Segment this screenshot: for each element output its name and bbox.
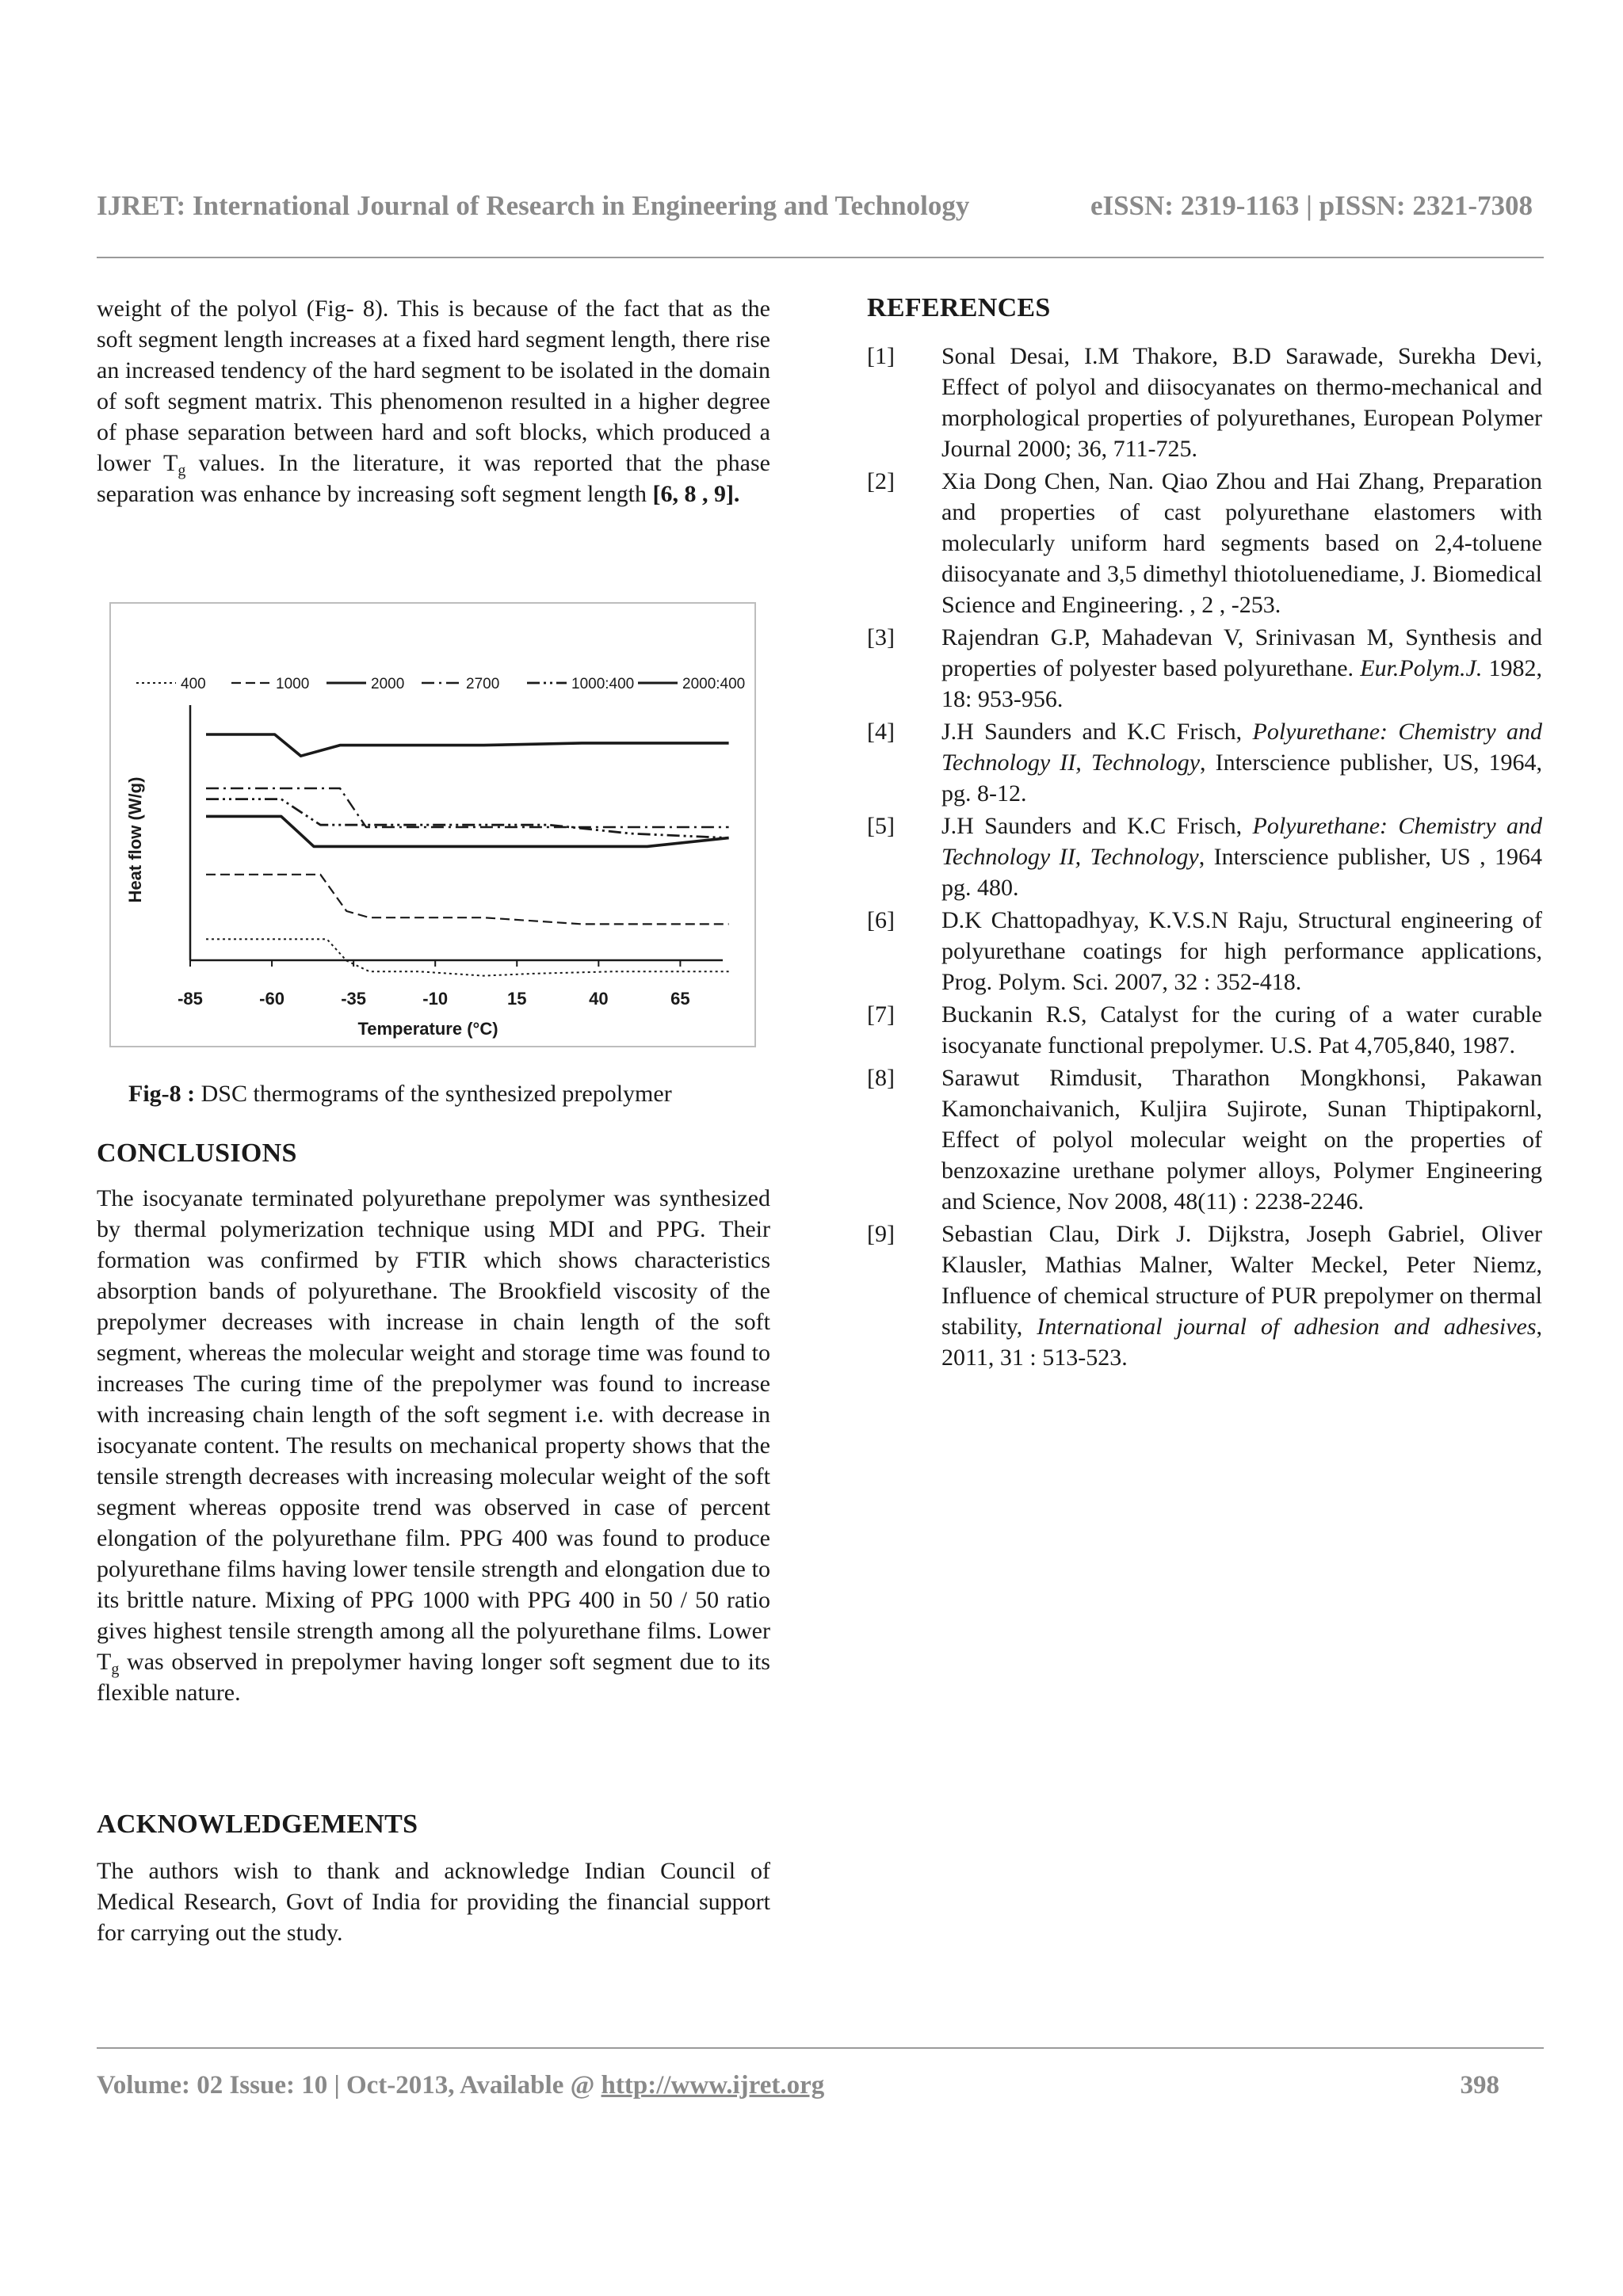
x-tick-label: -10: [422, 989, 449, 1009]
reference-item: [1] Sonal Desai, I.M Thakore, B.D Sarawade, Surekha Devi, Effect of polyol and diisocyanates on thermo-mechanical and morphological properties of polyurethanes, European Polymer Journal 2000; 36, 711-725.: [867, 341, 1542, 464]
conclusions-paragraph: The isocyanate terminated polyurethane prepolymer was synthesized by thermal polymerization technique using MDI and PPG. Their formation was confirmed by FTIR which shows characteristics absorption bands of polyurethane. The Brookfield viscosity of the prepolymer decreases with increase in chain length of the soft segment, whereas the molecular weight and storage time was found to increases The curing time of the prepolymer was found to increase with increasing chain length of the soft segment i.e. with decrease in isocyanate content. The results on mechanical property shows that the tensile strength decreases with increasing molecular weight of the soft segment whereas opposite trend was observed in case of percent elongation of the polyurethane film. PPG 400 was found to produce polyurethane films having lower tensile strength and elongation due to its brittle nature. Mixing of PPG 1000 with PPG 400 in 50 / 50 ratio gives highest tensile strength among all the polyurethane films. Lower $T_g$ was observed in prepolymer having longer soft segment due to its flexible nature.: [97, 1185, 770, 1706]
y-axis-label: Heat flow (W/g): [125, 776, 145, 903]
reference-number: [4]: [867, 719, 895, 745]
citation: [6, 8 , 9].: [652, 481, 740, 507]
acknowledgements-paragraph: The authors wish to thank and acknowledge Indian Council of Medical Research, Govt of India for providing the financial support for carrying out the study.: [97, 1858, 770, 1946]
series-line-2000: [206, 734, 729, 756]
references-heading: REFERENCES: [867, 293, 1051, 322]
references-section: [867, 293, 1542, 1375]
reference-number: [5]: [867, 813, 895, 839]
acknowledgements-heading: ACKNOWLEDGEMENTS: [97, 1810, 418, 1839]
page-number: 398: [1460, 2071, 1499, 2100]
series-line-1000: [206, 875, 729, 925]
header-rule: [97, 257, 1544, 258]
footer-rule: [97, 2047, 1544, 2049]
conclusions-section: [97, 1138, 770, 1708]
intro-paragraph: weight of the polyol (Fig- 8). This is because of the fact that as the soft segment length increases at a fixed hard segment length, there rise an increased tendency of the hard segment to be isolated in the domain of soft segment matrix. This phenomenon resulted in a higher degree of phase separation between hard and soft blocks, which produced a lower $T_g$ values. In the literature, it was reported that the phase separation was enhance by increasing soft segment length [6, 8 , 9].: [97, 296, 770, 507]
x-tick-label: 15: [507, 989, 527, 1009]
legend-label: 2700: [466, 676, 500, 692]
legend-label: 2000:400: [682, 676, 746, 692]
reference-number: [6]: [867, 907, 895, 933]
figure-caption: Fig-8 : DSC thermograms of the synthesized prepolymer: [128, 1081, 672, 1107]
figure-dsc-thermograms: [109, 602, 756, 1047]
x-tick-label: -85: [178, 989, 203, 1009]
reference-item: [5] J.H Saunders and K.C Frisch, Polyurethane: Chemistry and Technology II, Technology, Interscience publisher, US , 1964 pg. 480.: [867, 810, 1542, 903]
reference-item: [4] J.H Saunders and K.C Frisch, Polyurethane: Chemistry and Technology II, Technology, Interscience publisher, US, 1964, pg. 8-12.: [867, 716, 1542, 809]
reference-item: [9] Sebastian Clau, Dirk J. Dijkstra, Joseph Gabriel, Oliver Klausler, Mathias Malner, Walter Meckel, Peter Niemz, Influence of chemical structure of PUR prepolymer on thermal stability, International journal of adhesion and adhesives, 2011, 31 : 513-523.: [867, 1219, 1542, 1373]
x-axis-label: Temperature (°C): [357, 1019, 498, 1039]
acknowledgements-section: [97, 1810, 770, 1948]
reference-list: [867, 341, 1542, 1373]
reference-item: [8] Sarawut Rimdusit, Tharathon Mongkhonsi, Pakawan Kamonchaivanich, Kuljira Sujirote, Sunan Thiptipakornl, Effect of polyol molecular weight on the properties of benzoxazine urethane polymer alloys, Polymer Engineering and Science, Nov 2008, 48(11) : 2238-2246.: [867, 1062, 1542, 1217]
legend-label: 1000: [276, 676, 310, 692]
reference-item: [7] Buckanin R.S, Catalyst for the curing of a water curable isocyanate functional prepolymer. U.S. Pat 4,705,840, 1987.: [867, 999, 1542, 1061]
reference-number: [3]: [867, 624, 895, 650]
x-tick-label: -60: [259, 989, 285, 1009]
series-line-2000-400: [206, 816, 729, 846]
left-column: [97, 293, 770, 509]
reference-number: [1]: [867, 343, 895, 369]
reference-number: [7]: [867, 1001, 895, 1028]
reference-item: [3] Rajendran G.P, Mahadevan V, Srinivasan M, Synthesis and properties of polyester based polyurethane. Eur.Polym.J. 1982, 18: 953-956.: [867, 622, 1542, 715]
running-footer: [97, 2071, 1544, 2100]
reference-number: [8]: [867, 1065, 895, 1091]
legend-label: 2000: [371, 676, 405, 692]
issn-numbers: eISSN: 2319-1163 | pISSN: 2321-7308: [1090, 190, 1533, 221]
reference-number: [9]: [867, 1221, 895, 1247]
reference-number: [2]: [867, 468, 895, 494]
series-line-400: [206, 939, 729, 975]
reference-item: [6] D.K Chattopadhyay, K.V.S.N Raju, Structural engineering of polyurethane coatings for high performance applications, Prog. Polym. Sci. 2007, 32 : 352-418.: [867, 905, 1542, 997]
legend-label: 400: [181, 676, 206, 692]
journal-title: IJRET: International Journal of Research in Engineering and Technology: [97, 190, 970, 221]
legend-label: 1000:400: [571, 676, 635, 692]
dsc-chart: [111, 604, 754, 1046]
volume-info: Volume: 02 Issue: 10 | Oct-2013, Available @: [97, 2071, 601, 2100]
conclusions-heading: CONCLUSIONS: [97, 1138, 297, 1168]
x-tick-label: 65: [670, 989, 690, 1009]
x-tick-label: 40: [589, 989, 609, 1009]
running-header: [97, 190, 1544, 235]
journal-link[interactable]: http://www.ijret.org: [601, 2071, 825, 2100]
x-tick-label: -35: [341, 989, 367, 1009]
reference-item: [2] Xia Dong Chen, Nan. Qiao Zhou and Hai Zhang, Preparation and properties of cast polyurethane elastomers with molecularly uniform hard segments based on 2,4-toluene diisocyanate and 3,5 dimethyl thiotoluenediame, J. Biomedical Science and Engineering. , 2 , -253.: [867, 466, 1542, 620]
